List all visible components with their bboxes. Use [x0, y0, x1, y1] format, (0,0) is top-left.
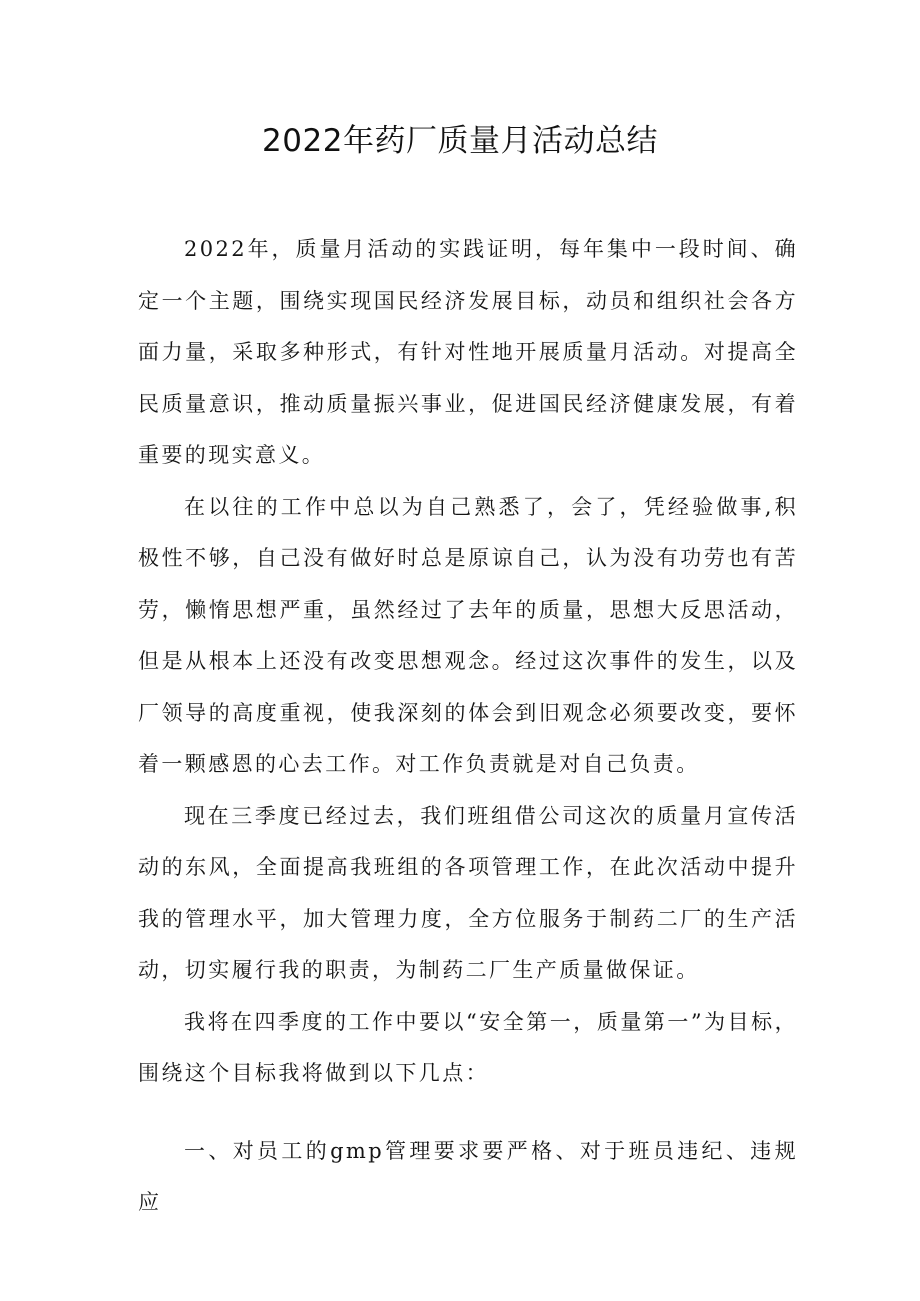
paragraph-intro: 2022年，质量月活动的实践证明，每年集中一段时间、确定一个主题，围绕实现国民经济发展目标，动员和组织社会各方面力量，采取多种形式，有针对性地开展质量月活动。对提高全民质量意识，推动质量振兴事业，促进国民经济健康发展，有着重要的现实意义。: [138, 237, 798, 467]
paragraph-third-quarter: 现在三季度已经过去，我们班组借公司这次的质量月宣传活动的东风，全面提高我班组的各项管理工作，在此次活动中提升我的管理水平，加大管理力度，全方位服务于制药二厂的生产活动，切实履行我的职责，为制药二厂生产质量做保证。: [138, 803, 798, 982]
paragraph-fourth-quarter-goal: 我将在四季度的工作中要以“安全第一，质量第一”为目标，围绕这个目标我将做到以下几点：: [138, 1009, 798, 1085]
paragraph-reflection: 在以往的工作中总以为自己熟悉了，会了，凭经验做事,积极性不够，自己没有做好时总是原谅自己，认为没有功劳也有苦劳，懒惰思想严重，虽然经过了去年的质量，思想大反思活动，但是从根本上还没有改变思想观念。经过这次事件的发生，以及厂领导的高度重视，使我深刻的体会到旧观念必须要改变，要怀着一颗感恩的心去工作。对工作负责就是对自己负责。: [138, 494, 798, 776]
paragraph-point-one: 一、对员工的gmp管理要求要严格、对于班员违纪、违规应: [138, 1138, 798, 1214]
document-title: 2022年药厂质量月活动总结: [262, 123, 658, 159]
document-body: [138, 224, 798, 1229]
